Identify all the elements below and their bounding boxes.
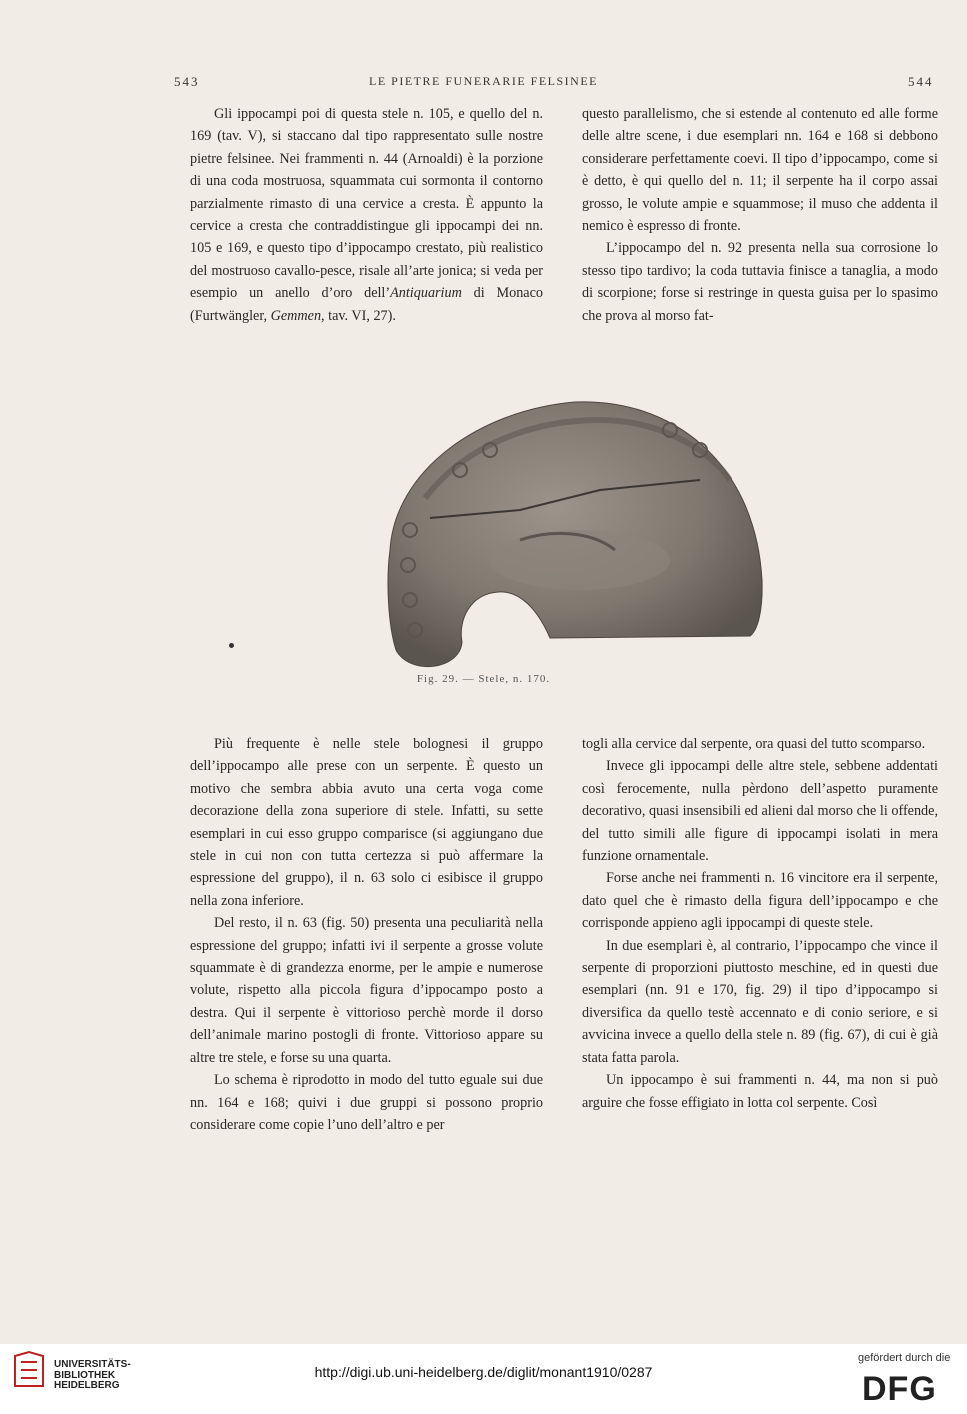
text-run: , tav. VI, 27). <box>321 307 396 324</box>
stele-photograph <box>370 380 780 680</box>
page-number-right: 544 <box>908 74 934 89</box>
dfg-logo: DFG <box>862 1370 937 1408</box>
text-run: di Monaco (Furtwängler, <box>190 285 543 324</box>
library-name-line: HEIDELBERG <box>54 1380 120 1391</box>
italic-run: Antiquarium <box>390 285 462 302</box>
paragraph: Forse anche nei frammenti n. 16 vincitore era il serpente, dato quel che è rimasto della figura dell’ippocampo e che corrisponde appieno agli ippocampi di queste stele. <box>582 870 938 932</box>
page-number-left: 543 <box>174 74 200 89</box>
library-name-line: UNIVERSITÄTS- <box>54 1359 131 1370</box>
speck <box>229 643 234 648</box>
paragraph: Del resto, il n. 63 (fig. 50) presenta una peculiarità nella espressione del gruppo; infatti ivi il serpente a grosse volute squammate è di grandezza enorme, per le ampie e numerose volute, rispetto alla piccola figura d’ippocampo posto a destra. Qui il serpente è vittorioso perchè morde il dorso dell’animale marino postogli di fronte. Vittorioso appare su altre tre stele, e forse su una quarta. <box>190 915 543 1066</box>
column-top-left <box>190 103 543 327</box>
italic-run: Gemmen <box>270 307 322 324</box>
column-bottom-left <box>190 733 543 1136</box>
column-top-right <box>582 103 938 327</box>
text-run: Gli ippocampi poi di questa stele n. 105, e quello del n. 169 (tav. V), si staccano dal tipo rappresentato sulle nostre pietre felsinee. Nei frammenti n. 44 (Arnoaldi) è la porzione di una coda mostruosa, squammata cui sormonta il contorno parzialmente rimasto di una cervice a cresta. È appunto la cervice a cresta che contraddistingue gli ippocampi dei nn. 105 e 169, e questo tipo d’ippocampo crestato, più realistico del mostruoso cavallo-pesce, risale all’arte jonica; si veda per esempio un anello d’oro dell’ <box>190 106 543 302</box>
paragraph: In due esemplari è, al contrario, l’ippocampo che vince il serpente di proporzioni piuttosto meschine, ed in questi due esemplari (nn. 91 e 170, fig. 29) il tipo d’ippocampo si diversifica da quello testè accennato e di conio seriore, e si avvicina invece a quello della stele n. 89 (fig. 67), di cui è già stata fatta parola. <box>582 937 938 1066</box>
paragraph: Invece gli ippocampi delle altre stele, sebbene addentati così ferocemente, nulla pèrdono dell’aspetto puramente decorativo, quasi insensibili ed alieni dal morso che li offende, del tutto simili alle figure di ippocampi isolati in mera funzione ornamentale. <box>582 758 938 865</box>
paragraph: Lo schema è riprodotto in modo del tutto eguale sui due nn. 164 e 168; quivi i due gruppi si possono proprio considerare come copie l’uno dell’altro e per <box>190 1072 543 1133</box>
library-name-line: BIBLIOTHEK <box>54 1369 116 1381</box>
source-url-link[interactable]: http://digi.ub.uni-heidelberg.de/diglit/monant1910/0287 <box>314 1364 653 1380</box>
paragraph: Un ippocampo è sui frammenti n. 44, ma non si può arguire che fosse effigiato in lotta col serpente. Così <box>582 1072 938 1111</box>
paragraph: Più frequente è nelle stele bolognesi il gruppo dell’ippocampo alle prese con un serpente. È questo un motivo che sembra abbia avuto una certa voga come decorazione della zona superiore di stele. Infatti, su sette esemplari in cui esso gruppo comparisce (si aggiungano due stele in cui non con tutta certezza si può affermare la espressione del gruppo), il n. 63 solo ci esibisce il gruppo nella zona inferiore. <box>190 736 543 909</box>
hippocamp-body <box>490 530 670 590</box>
column-bottom-right <box>582 733 938 1114</box>
paragraph: togli alla cervice dal serpente, ora quasi del tutto scomparso. <box>582 736 926 752</box>
paragraph <box>190 103 543 327</box>
paragraph: questo parallelismo, che si estende al contenuto ed alle forme delle altre scene, i due esemplari nn. 164 e 168 si debbono considerare perfettamente coevi. Il tipo d’ippocampo, come si è detto, è qui quello del n. 11; il serpente ha il corpo assai grosso, le volute ampie e squammose; il muso che addenta il nemico è espresso di fronte. <box>582 106 938 235</box>
running-title: LE PIETRE FUNERARIE FELSINEE <box>369 74 598 88</box>
figure-caption: Fig. 29. — Stele, n. 170. <box>416 673 551 685</box>
funding-note: gefördert durch die <box>858 1352 951 1364</box>
paragraph: L’ippocampo del n. 92 presenta nella sua corrosione lo stesso tipo tardivo; la coda tuttavia finisce a tanaglia, a modo di scorpione; forse si restringe in questa guisa per lo spasimo che prova al morso fat- <box>582 240 938 324</box>
